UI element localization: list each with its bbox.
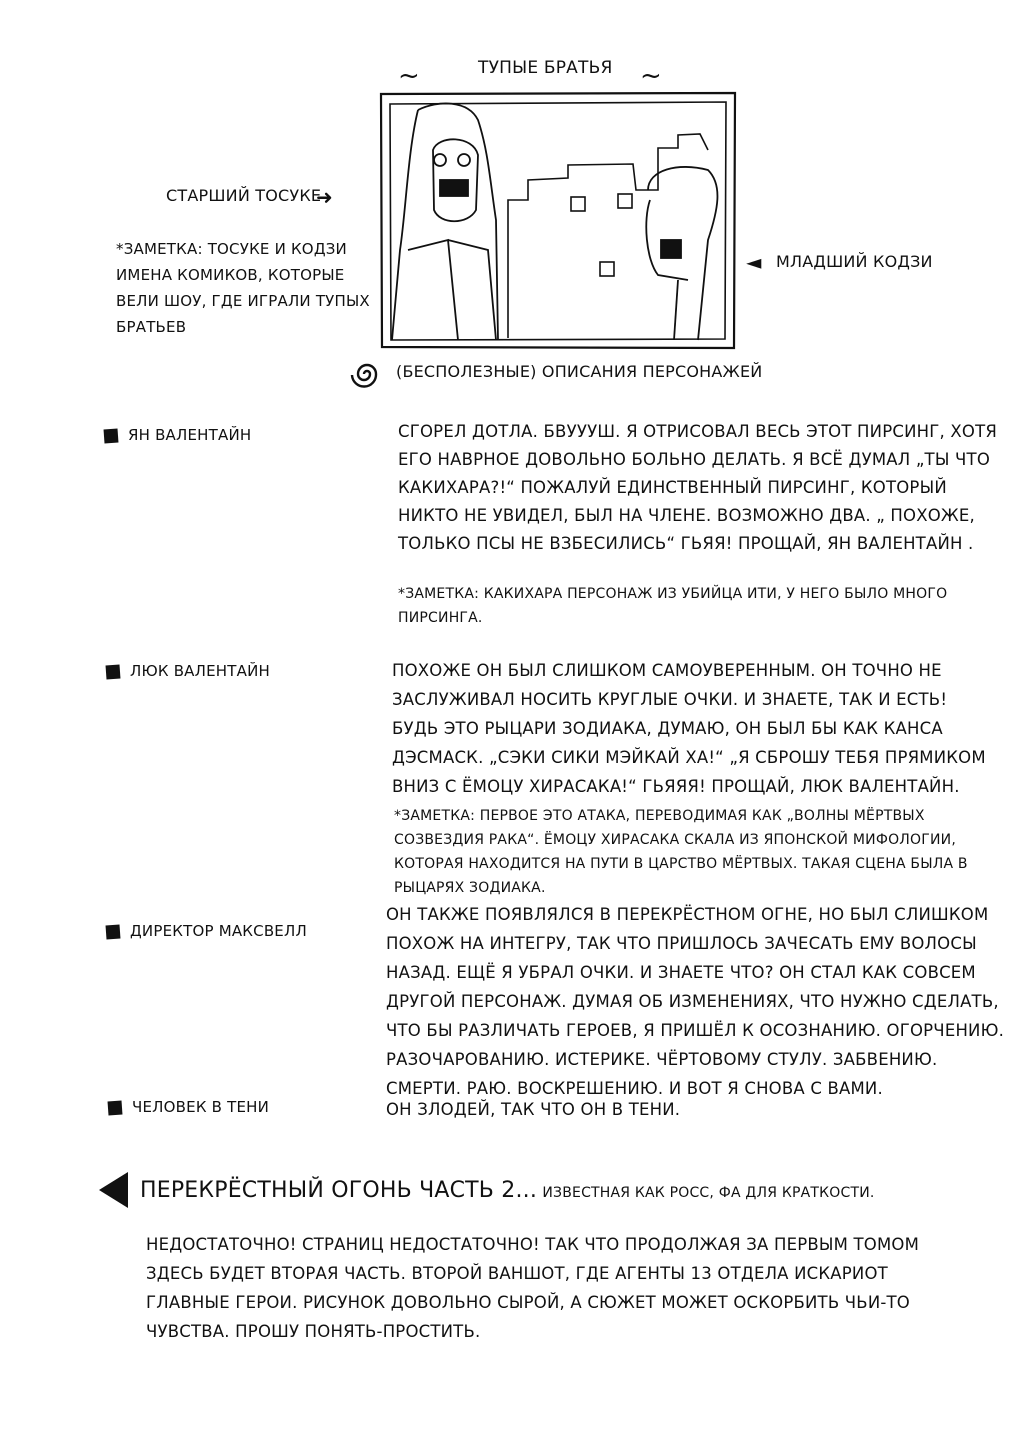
tilde-left: ~ bbox=[398, 61, 420, 91]
character-name-label: ЯН ВАЛЕНТАЙН bbox=[128, 426, 252, 444]
bullet-icon bbox=[108, 1100, 123, 1115]
character-note: *ЗАМЕТКА: ПЕРВОЕ ЭТО АТАКА, ПЕРЕВОДИМАЯ КАК „ВОЛНЫ МЁРТВЫХ СОЗВЕЗДИЯ РАКА“. ЁМОЦУ ХИРАСАКА СКАЛА ИЗ ЯПОНСКОЙ МИФОЛОГИИ, КОТОРАЯ НАХОДИТСЯ НА ПУТИ В ЦАРСТВО МЁРТВЫХ. ТАКАЯ СЦЕНА БЫЛА В РЫЦАРЯХ ЗОДИАКА. bbox=[394, 808, 968, 896]
footer-subtitle: ИЗВЕСТНАЯ КАК РОСС, ФА ДЛЯ КРАТКОСТИ. bbox=[542, 1185, 875, 1201]
label-younger-brother: МЛАДШИЙ КОДЗИ bbox=[776, 252, 933, 271]
arrow-left-icon: ◄ bbox=[746, 250, 762, 274]
character-name-ian bbox=[104, 426, 251, 444]
triangle-left-icon bbox=[96, 1170, 130, 1214]
character-description: ПОХОЖЕ ОН БЫЛ СЛИШКОМ САМОУВЕРЕННЫМ. ОН ТОЧНО НЕ ЗАСЛУЖИВАЛ НОСИТЬ КРУГЛЫЕ ОЧКИ. И ЗНАЕТЕ, ТАК И ЕСТЬ! БУДЬ ЭТО РЫЦАРИ ЗОДИАКА, ДУМАЮ, ОН БЫЛ БЫ КАК КАНСА ДЭСМАСК. „СЭКИ СИКИ МЭЙКАЙ ХА!“ „Я СБРОШУ ТЕБЯ ПРЯМИКОМ ВНИЗ С ЁМОЦУ ХИРАСАКА!“ ГЬЯЯЯ! ПРОЩАЙ, ЛЮК ВАЛЕНТАЙН. bbox=[392, 661, 986, 796]
footer-title bbox=[140, 1178, 875, 1203]
label-older-brother: СТАРШИЙ ТОСУКЕ bbox=[166, 186, 322, 205]
character-name-label: ЛЮК ВАЛЕНТАЙН bbox=[130, 662, 271, 680]
character-note: *ЗАМЕТКА: КАКИХАРА ПЕРСОНАЖ ИЗ УБИЙЦА ИТИ, У НЕГО БЫЛО МНОГО ПИРСИНГА. bbox=[398, 586, 948, 626]
comic-panel-illustration bbox=[378, 90, 738, 352]
character-name-label: ДИРЕКТОР МАКСВЕЛЛ bbox=[130, 922, 307, 940]
arrow-right-icon: ➜ bbox=[316, 185, 333, 209]
character-name-luke bbox=[106, 662, 270, 680]
bullet-icon bbox=[106, 664, 121, 679]
footer-text: НЕДОСТАТОЧНО! СТРАНИЦ НЕДОСТАТОЧНО! ТАК ЧТО ПРОДОЛЖАЯ ЗА ПЕРВЫМ ТОМОМ ЗДЕСЬ БУДЕТ ВТОРАЯ ЧАСТЬ. ВТОРОЙ ВАНШОТ, ГДЕ АГЕНТЫ 13 ОТДЕЛА ИСКАРИОТ ГЛАВНЫЕ ГЕРОИ. РИСУНОК ДОВОЛЬНО СЫРОЙ, А СЮЖЕТ МОЖЕТ ОСКОРБИТЬ ЧЬИ-ТО ЧУВСТВА. ПРОШУ ПОНЯТЬ-ПРОСТИТЬ. bbox=[146, 1235, 920, 1341]
character-description: СГОРЕЛ ДОТЛА. БВУУУШ. Я ОТРИСОВАЛ ВЕСЬ ЭТОТ ПИРСИНГ, ХОТЯ ЕГО НАВРНОЕ ДОВОЛЬНО БОЛЬНО ДЕЛАТЬ. Я ВСЁ ДУМАЛ „ТЫ ЧТО КАКИХАРА?!“ ПОЖАЛУЙ ЕДИНСТВЕННЫЙ ПИРСИНГ, КОТОРЫЙ НИКТО НЕ УВИДЕЛ, БЫЛ НА ЧЛЕНЕ. ВОЗМОЖНО ДВА. „ ПОХОЖЕ, ТОЛЬКО ПСЫ НЕ ВЗБЕСИЛИСЬ“ ГЬЯЯ! ПРОЩАЙ, ЯН ВАЛЕНТАЙН . bbox=[398, 422, 998, 553]
spiral-icon bbox=[350, 358, 384, 390]
bullet-icon bbox=[106, 924, 121, 939]
footer-title-main: ПЕРЕКРЁСТНЫЙ ОГОНЬ ЧАСТЬ 2... bbox=[140, 1178, 538, 1203]
character-name-label: ЧЕЛОВЕК В ТЕНИ bbox=[132, 1098, 270, 1116]
character-description: ОН ЗЛОДЕЙ, ТАК ЧТО ОН В ТЕНИ. bbox=[386, 1100, 681, 1119]
character-name-shadow-man bbox=[108, 1098, 269, 1116]
tilde-right: ~ bbox=[640, 61, 662, 91]
bullet-icon bbox=[104, 428, 119, 443]
character-description: ОН ТАКЖЕ ПОЯВЛЯЛСЯ В ПЕРЕКРЁСТНОМ ОГНЕ, НО БЫЛ СЛИШКОМ ПОХОЖ НА ИНТЕГРУ, ТАК ЧТО ПРИШЛОСЬ ЗАЧЕСАТЬ ЕМУ ВОЛОСЫ НАЗАД. ЕЩЁ Я УБРАЛ ОЧКИ. И ЗНАЕТЕ ЧТО? ОН СТАЛ КАК СОВСЕМ ДРУГОЙ ПЕРСОНАЖ. ДУМАЯ ОБ ИЗМЕНЕНИЯХ, ЧТО НУЖНО СДЕЛАТЬ, ЧТО БЫ РАЗЛИЧАТЬ ГЕРОЕВ, Я ПРИШЁЛ К ОСОЗНАНИЮ. ОГОРЧЕНИЮ. РАЗОЧАРОВАНИЮ. ИСТЕРИКЕ. ЧЁРТОВОМУ СТУЛУ. ЗАБВЕНИЮ. СМЕРТИ. РАЮ. ВОСКРЕШЕНИЮ. И ВОТ Я СНОВА С ВАМИ. bbox=[386, 905, 1005, 1098]
character-name-maxwell bbox=[106, 922, 307, 940]
section-title: (БЕСПОЛЕЗНЫЕ) ОПИСАНИЯ ПЕРСОНАЖЕЙ bbox=[396, 362, 763, 381]
brothers-note: *ЗАМЕТКА: ТОСУКЕ И КОДЗИ ИМЕНА КОМИКОВ, КОТОРЫЕ ВЕЛИ ШОУ, ГДЕ ИГРАЛИ ТУПЫХ БРАТЬЕВ bbox=[116, 240, 370, 336]
panel-title: ТУПЫЕ БРАТЬЯ bbox=[478, 58, 613, 78]
